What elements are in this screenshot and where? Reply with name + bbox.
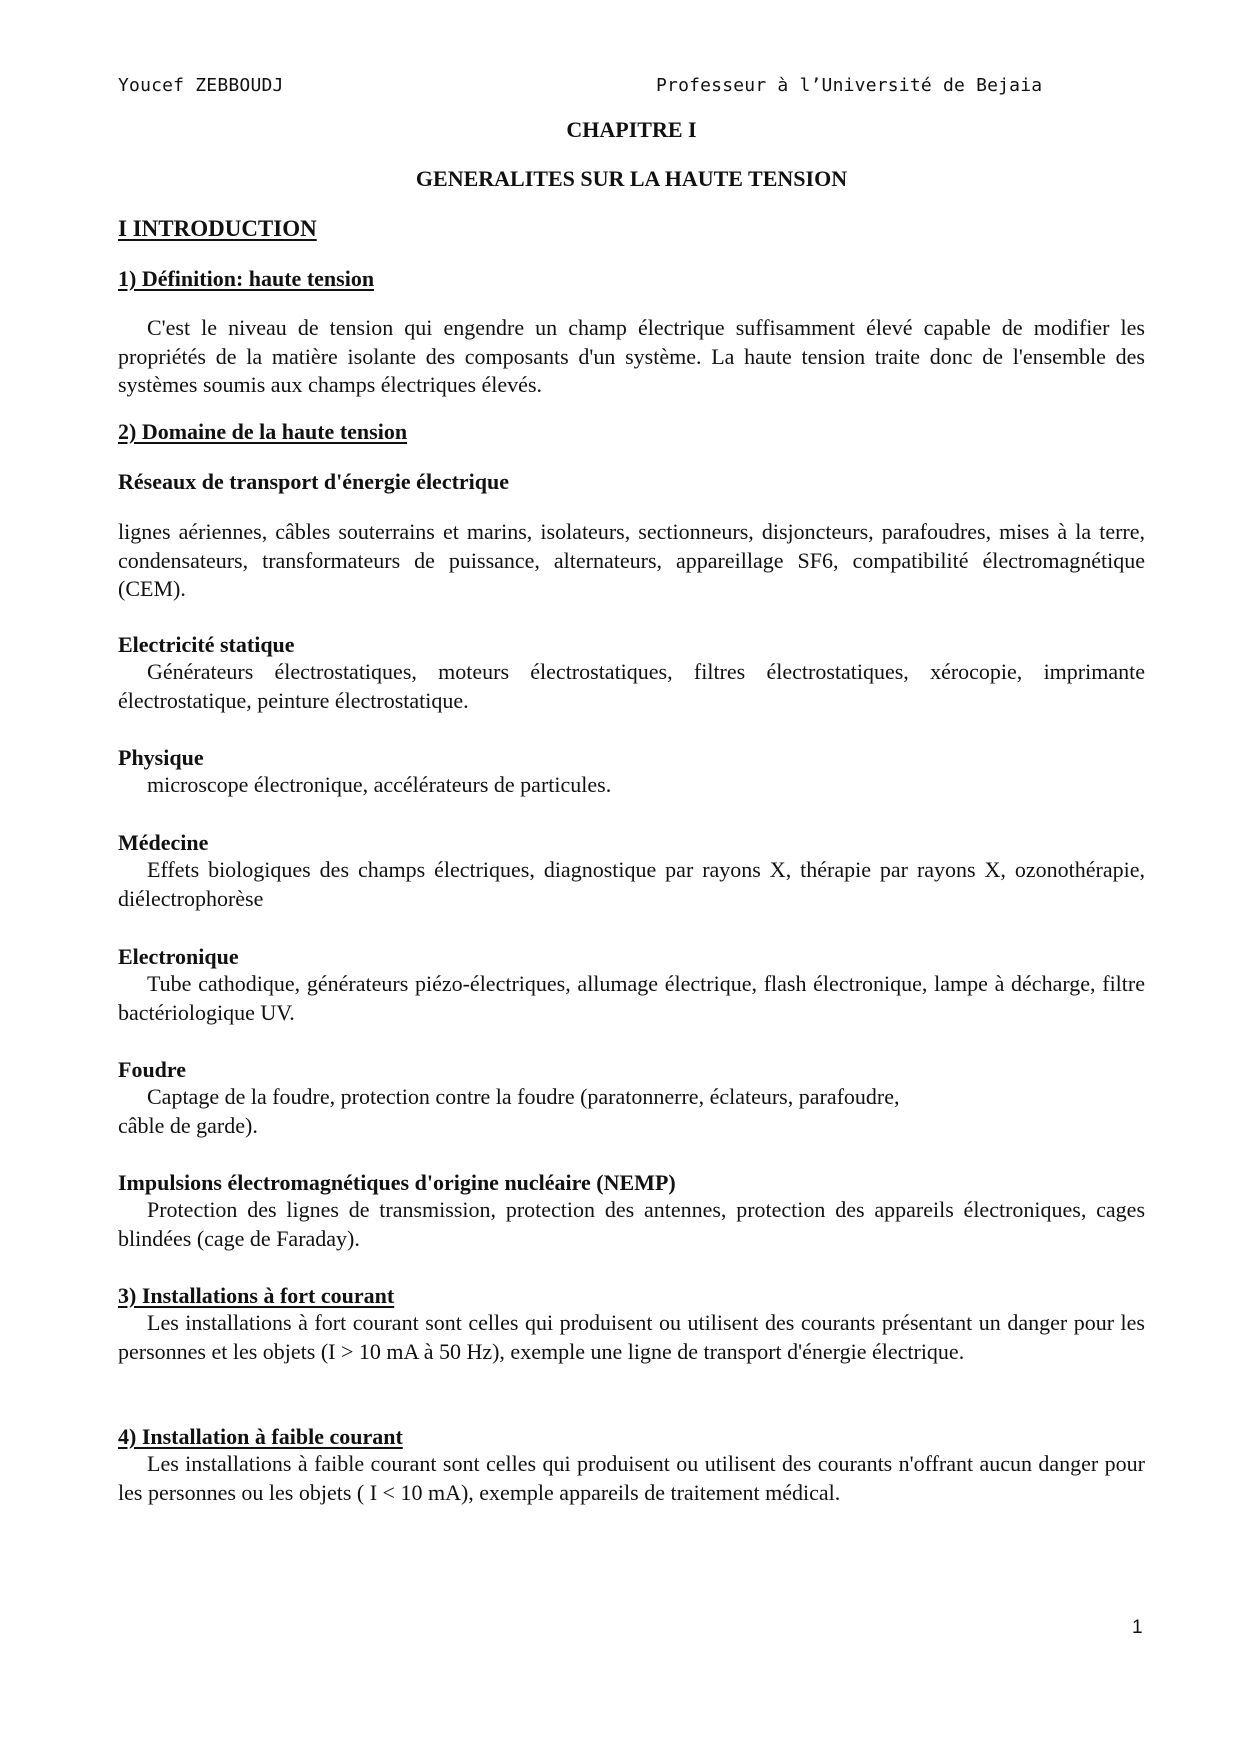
- faible-courant-text: Les installations à faible courant sont celles qui produisent ou utilisent des courants n'offrant aucun danger pour les personnes ou les objets ( I < 10 mA), exemple appareils de traitement médical.: [118, 1451, 1145, 1505]
- domaine-heading: 2) Domaine de la haute tension: [118, 419, 408, 444]
- domaine-item-text: lignes aériennes, câbles souterrains et marins, isolateurs, sectionneurs, disjoncteurs, parafoudres, mises à la terre, condensateurs, transformateurs de puissance, alternateurs, appareillage SF6, compatibilité électromagnétique (CEM).: [118, 519, 1145, 601]
- domaine-item-text: [118, 1083, 1145, 1140]
- domaine-item-text: microscope électronique, accélérateurs de particules.: [147, 772, 612, 797]
- chapter-title: GENERALITES SUR LA HAUTE TENSION: [415, 166, 848, 191]
- domaine-item-text: Tube cathodique, générateurs piézo-électriques, allumage électrique, flash électronique, lampe à décharge, filtre bactériologique UV.: [118, 971, 1145, 1025]
- domaine-item-title: Electronique: [118, 944, 239, 969]
- domaine-item-title: Foudre: [118, 1057, 187, 1082]
- chapter-number: CHAPITRE I: [566, 117, 697, 142]
- definition-text: C'est le niveau de tension qui engendre un champ électrique suffisamment élevé capable de modifier les propriétés de la matière isolante des composants d'un système. La haute tension traite donc de l'ensemble des systèmes soumis aux champs électriques élevés.: [118, 315, 1145, 397]
- domaine-item-title: Physique: [118, 745, 204, 770]
- header-affiliation: Professeur à l’Université de Bejaia: [656, 75, 1043, 96]
- domaine-item-title: Médecine: [118, 830, 209, 855]
- domaine-item-title: Réseaux de transport d'énergie électrique: [118, 469, 510, 494]
- domaine-item-text: Effets biologiques des champs électriques, diagnostique par rayons X, thérapie par rayons X, ozonothérapie, diélectrophorèse: [118, 857, 1145, 911]
- domaine-item-title: Electricité statique: [118, 632, 295, 657]
- domaine-item-text: Protection des lignes de transmission, protection des antennes, protection des appareils électroniques, cages blindées (cage de Faraday).: [118, 1197, 1145, 1251]
- section-title: I INTRODUCTION: [118, 216, 317, 241]
- fort-courant-text: Les installations à fort courant sont celles qui produisent ou utilisent des courants présentant un danger pour les personnes et les objets (I > 10 mA à 50 Hz), exemple une ligne de transport d'énergie électrique.: [118, 1310, 1145, 1364]
- definition-heading: 1) Définition: haute tension: [118, 266, 375, 291]
- faible-courant-heading: 4) Installation à faible courant: [118, 1424, 403, 1449]
- domaine-item-line: Captage de la foudre, protection contre la foudre (paratonnerre, éclateurs, parafoudre,: [147, 1084, 900, 1109]
- domaine-item-text: Générateurs électrostatiques, moteurs électrostatiques, filtres électrostatiques, xérocopie, imprimante électrostatique, peinture électrostatique.: [118, 659, 1145, 713]
- domaine-item-line: câble de garde).: [118, 1112, 258, 1138]
- page-number: 1: [1132, 1617, 1143, 1638]
- fort-courant-heading: 3) Installations à fort courant: [118, 1283, 395, 1308]
- header-author: Youcef ZEBBOUDJ: [118, 75, 284, 96]
- domaine-item-title: Impulsions électromagnétiques d'origine nucléaire (NEMP): [118, 1170, 676, 1195]
